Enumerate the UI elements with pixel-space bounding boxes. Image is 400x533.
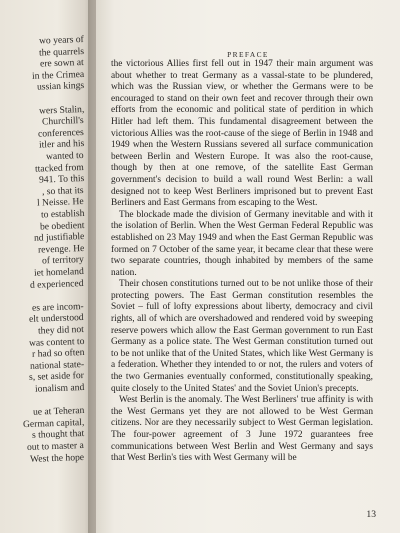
left-page-line: 941. To this bbox=[38, 173, 85, 186]
left-page-line: the quarrels bbox=[38, 45, 85, 59]
left-page-line: of territory bbox=[41, 254, 85, 267]
left-page-line: ue at Teheran bbox=[32, 405, 85, 418]
left-page-line: iet homeland bbox=[33, 266, 85, 279]
left-page-line: elt understood bbox=[29, 312, 85, 326]
paragraph-4: West Berlin is the anomaly. The West Berliners' true affinity is with the West Germans yet they are not allowed to be West German citizens. Nor are they necessarily subject to West German legislation. The four-power agreement of 3 June 1972 guarantees free communications between West Berlin and West Germany and says that West Berlin's ties with West Germany will be bbox=[111, 395, 373, 464]
paragraph-2: The blockade made the division of Germany inevitable and with it the isolation of Berlin. When the West German Federal Republic was established on 23 May 1949 and when the East German Republic was formed on 7 October of the same year, it became clear that these were two separate countries, though inhabited by members of the same nation. bbox=[111, 209, 373, 278]
left-page-line: German capital, bbox=[22, 416, 85, 430]
left-page-line: r had so often bbox=[31, 347, 85, 361]
left-page-line: was content to bbox=[28, 335, 85, 349]
left-page-line: ttacked from bbox=[35, 161, 85, 175]
left-page-line: , so that its bbox=[42, 184, 85, 198]
page-number: 13 bbox=[366, 509, 376, 520]
left-page-line: revenge. He bbox=[37, 242, 85, 256]
left-page bbox=[0, 0, 96, 533]
paragraph-1: the victorious Allies first fell out in 1947 their main argument was about whether to treat Germany as a vassal-state to be plundered, which was the Russian view, or whether the Germans were to be encouraged to stand on their own feet and recover through their own efforts from the economic and political state of perdition in which Hitler had left them. This fundamental disagreement between the victorious Allies was the root-cause of the siege of Berlin in 1948 and 1949 when the Western Russians severed all surface communication between Berlin and Western Europe. It was also the root-cause, though by then at one remove, of the satellite East German government's decision to build a wall round West Berlin: a wall designed not to keep West Berliners imprisoned but to prevent East Berliners and East Germans from escaping to the West. bbox=[111, 59, 373, 209]
left-page-line: ionalism and bbox=[34, 382, 85, 395]
left-page-line: they did not bbox=[37, 324, 85, 337]
left-page-line: ussian kings bbox=[36, 80, 85, 94]
left-page-line: wo years of bbox=[39, 34, 85, 47]
paragraph-3: Their chosen constitutions turned out to be not unlike those of their protecting powers. The East German constitution resembles the Soviet – full of lofty expressions about liberty, democracy and civil rights, all of which are overshadowed and rendered void by sweeping reserve powers which allow the East German government to run East Germany as a police state. The West German constitution turned out to be not unlike that of the United States, which like West Germany is a federation. Whether they intended to or not, the rulers and voters of the two Germanies eventually conformed, constitutionally speaking, quite closely to the United States' and the Soviet Union's precepts. bbox=[111, 279, 373, 394]
left-page-line: out to master a bbox=[27, 440, 85, 453]
left-page-line: in the Crimea bbox=[31, 68, 85, 82]
left-page-line: national state- bbox=[29, 358, 85, 372]
left-page-line: es are incom- bbox=[32, 300, 85, 314]
left-page-line: Churchill's bbox=[42, 115, 85, 128]
left-page-line: conferences bbox=[38, 126, 85, 140]
left-page-line: s, set aside for bbox=[28, 370, 85, 384]
right-page bbox=[96, 0, 400, 533]
left-page-line: wers Stalin, bbox=[38, 103, 85, 117]
body-text bbox=[111, 59, 373, 465]
left-page-line: s thought that bbox=[31, 428, 85, 442]
left-page-line: ere sown at bbox=[40, 57, 85, 70]
left-page-line: to establish bbox=[40, 208, 85, 221]
left-page-line: West the hope bbox=[29, 451, 85, 465]
left-page-line: itler and his bbox=[38, 138, 85, 151]
left-page-line: nd justifiable bbox=[33, 231, 85, 244]
left-page-line: be obedient bbox=[39, 219, 85, 233]
left-page-line: wanted to bbox=[46, 150, 85, 163]
running-header: PREFACE bbox=[227, 50, 269, 59]
left-page-line: l Neisse. He bbox=[37, 196, 85, 210]
left-page-line: d experienced bbox=[30, 277, 85, 291]
